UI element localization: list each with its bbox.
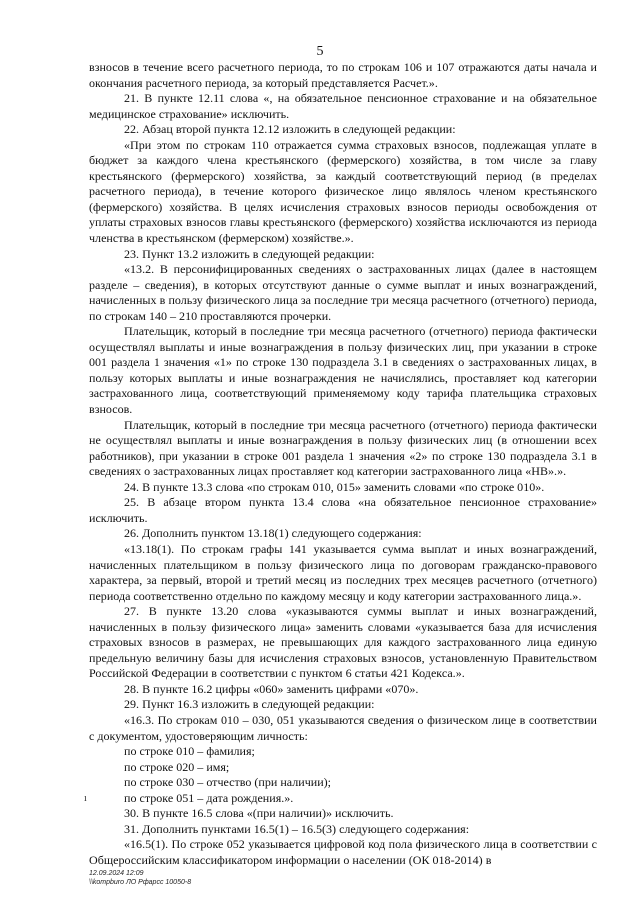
paragraph: «16.5(1). По строке 052 указывается цифровой код пола физического лица в соответствии с Общероссийским классификатором информации о населении (ОК 018-2014) в bbox=[89, 837, 597, 867]
paragraph: взносов в течение всего расчетного периода, то по строкам 106 и 107 отражаются даты начала и окончания расчетного периода, за который представляется Расчет.». bbox=[89, 60, 597, 90]
paragraph: 29. Пункт 16.3 изложить в следующей редакции: bbox=[124, 697, 375, 712]
list-item: по строке 010 – фамилия; bbox=[124, 744, 255, 759]
list-item: по строке 051 – дата рождения.». bbox=[124, 790, 294, 805]
paragraph: 23. Пункт 13.2 изложить в следующей редакции: bbox=[124, 246, 375, 261]
footer bbox=[89, 870, 191, 887]
paragraph: 30. В пункте 16.5 слова «(при наличии)» исключить. bbox=[124, 806, 394, 821]
paragraph: 24. В пункте 13.3 слова «по строкам 010, 015» заменить словами «по строке 010». bbox=[124, 479, 545, 494]
paragraph: 27. В пункте 13.20 слова «указываются суммы выплат и иных вознаграждений, начисленных в пользу физического лица» заменить словами «указывается база для исчисления страховых взносов в размерах, не превышающих для каждого застрахованного лица единую предельную величину базы для исчисления страховых взносов, установленную Правительством Российской Федерации в соответствии с пунктом 6 статьи 421 Кодекса.». bbox=[89, 604, 597, 681]
paragraph: Плательщик, который в последние три месяца расчетного (отчетного) периода фактически не осуществлял выплаты и иные вознаграждения в пользу физических лиц (в отношении всех работников), при указании в строке 001 раздела 1 значения «2» по строке 130 подраздела 3.1 в сведениях о застрахованных лицах проставляет код категории застрахованного лица «НВ».». bbox=[89, 417, 597, 479]
paragraph: 28. В пункте 16.2 цифры «060» заменить цифрами «070». bbox=[124, 681, 419, 696]
footer-date: 12.09.2024 12:09 bbox=[89, 870, 144, 877]
margin-mark: ı bbox=[84, 793, 87, 804]
paragraph: «16.3. По строкам 010 – 030, 051 указываются сведения о физическом лице в соответствии с документом, удостоверяющим личность: bbox=[89, 712, 597, 743]
document-body bbox=[89, 60, 597, 868]
paragraph: 26. Дополнить пунктом 13.18(1) следующего содержания: bbox=[124, 526, 422, 541]
list-item: по строке 020 – имя; bbox=[124, 759, 230, 774]
paragraph: 22. Абзац второй пункта 12.12 изложить в следующей редакции: bbox=[124, 122, 456, 137]
paragraph: «13.18(1). По строкам графы 141 указывается сумма выплат и иных вознаграждений, начисленных плательщиком в пользу физического лица по договорам гражданско-правового характера, за первый, второй и третий месяц из последних трех месяцев расчетного (отчетного) периода соответственно отдельно по каждому месяцу и коду категории застрахованного лица.». bbox=[89, 541, 597, 603]
paragraph: «13.2. В персонифицированных сведениях о застрахованных лицах (далее в настоящем разделе – сведения), в которых отсутствуют данные о сумме выплат и иных вознаграждений, начисленных в пользу физического лица за последние три месяца расчетного (отчетного) периода, по строкам 140 – 210 проставляются прочерки. bbox=[89, 262, 597, 323]
paragraph: «При этом по строкам 110 отражается сумма страховых взносов, подлежащая уплате в бюджет за каждого члена крестьянского (фермерского) хозяйства, в том числе за главу крестьянского (фермерского) хозяйства, за каждый соответствующий период (в пределах расчетного периода), в течение которого физическое лицо являлось членом крестьянского (фермерского) хозяйства. В целях исчисления страховых взносов периоды освобождения от уплаты страховых взносов главы крестьянского (фермерского) хозяйства исключаются из периода членства в крестьянском (фермерском) хозяйстве.». bbox=[89, 137, 597, 246]
footer-path: \\kompburo ЛО Рфарсс 10050-8 bbox=[89, 878, 192, 886]
paragraph: 31. Дополнить пунктами 16.5(1) – 16.5(3) следующего содержания: bbox=[124, 821, 470, 836]
paragraph: 21. В пункте 12.11 слова «, на обязательное пенсионное страхование и на обязательное медицинское страхование» исключить. bbox=[89, 91, 597, 121]
paragraph: 25. В абзаце втором пункта 13.4 слова «на обязательное пенсионное страхование» исключить. bbox=[89, 495, 597, 525]
list-item: по строке 030 – отчество (при наличии); bbox=[124, 775, 332, 790]
page-number: 5 bbox=[316, 44, 324, 59]
paragraph: Плательщик, который в последние три месяца расчетного (отчетного) периода фактически осуществлял выплаты и иные вознаграждения в пользу физических лиц, при указании в строке 001 раздела 1 значения «1» по строке 130 подраздела 3.1 в сведениях о застрахованных лицах, в пользу которых выплаты и иные вознаграждения не начислялись, проставляет код категории застрахованного лица, соответствующий применяемому коду тарифа плательщика страховых взносов. bbox=[89, 324, 597, 417]
